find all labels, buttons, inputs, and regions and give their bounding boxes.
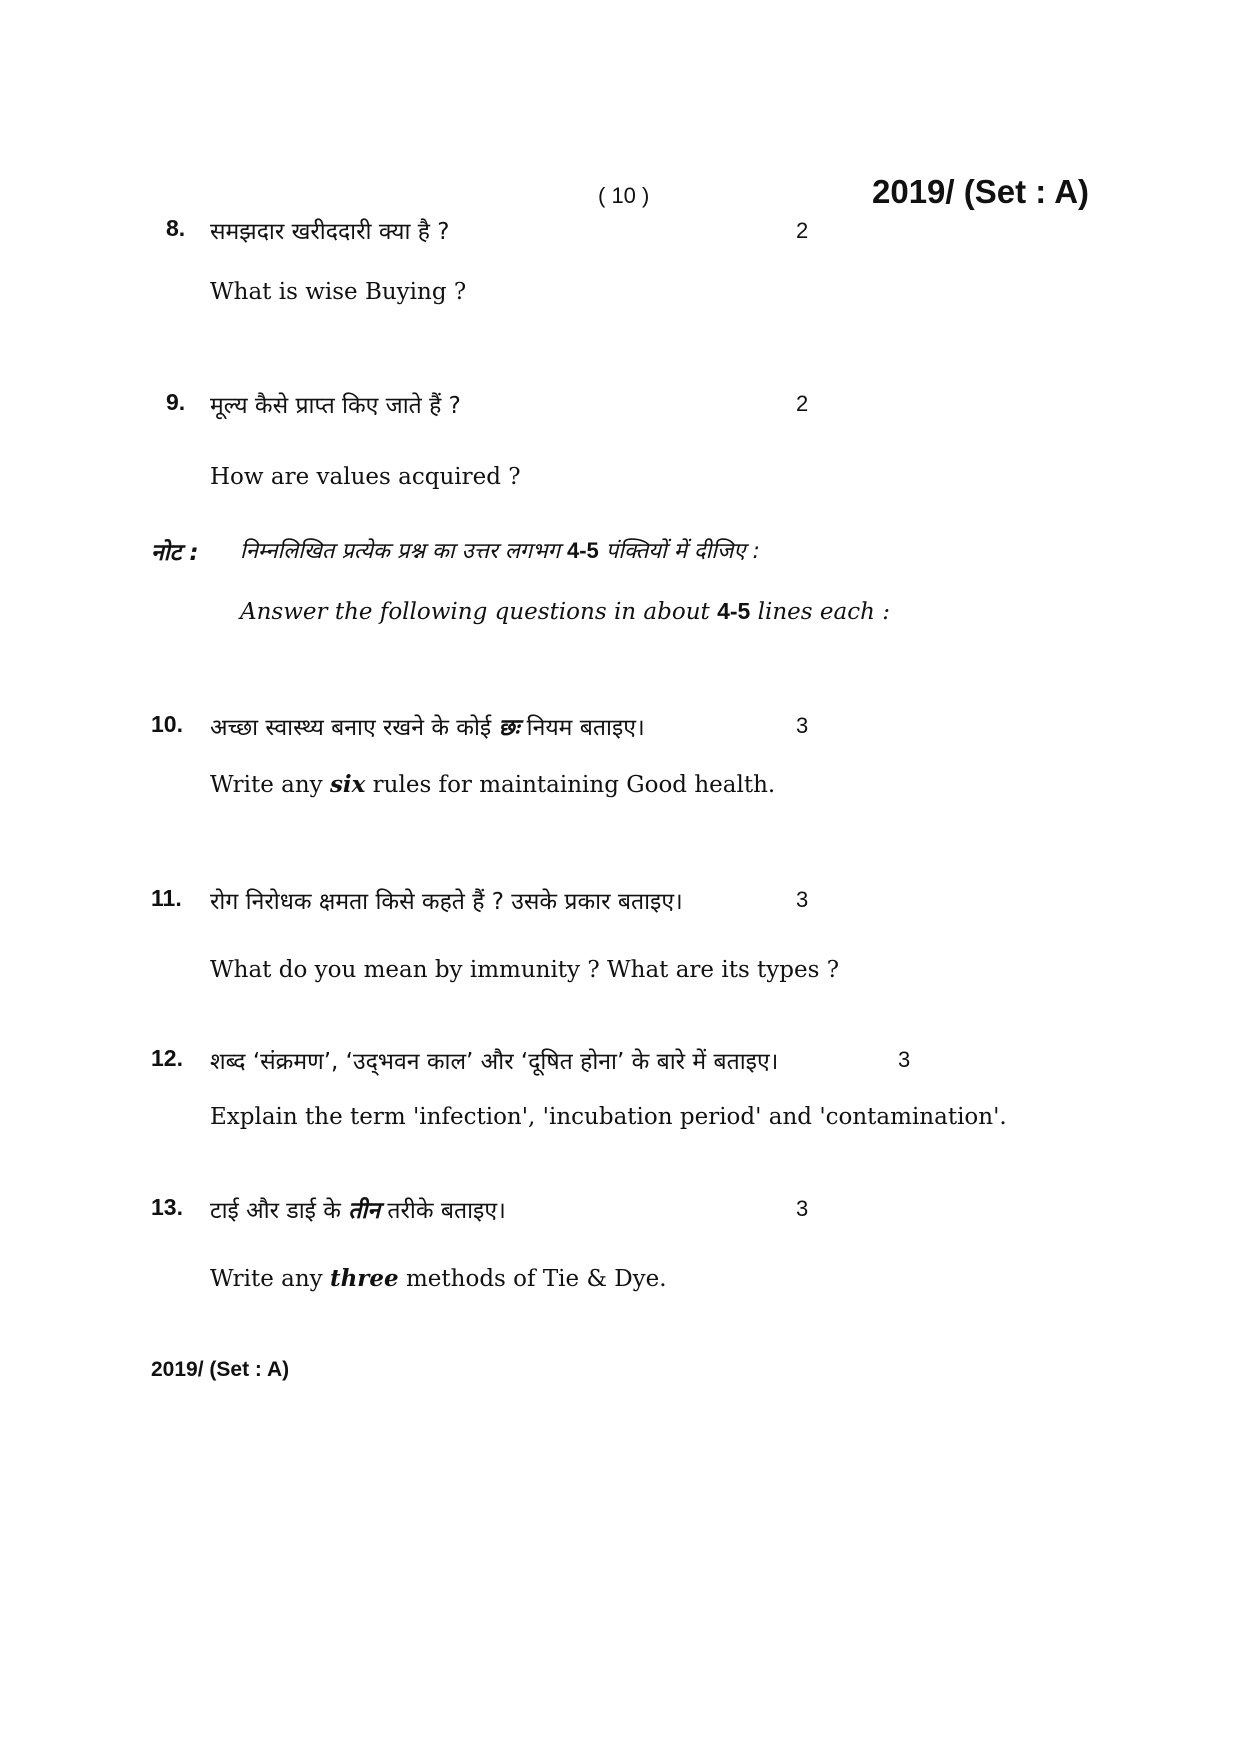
question-11-hindi: रोग निरोधक क्षमता किसे कहते हैं ? उसके प्रकार बताइए। (210, 889, 683, 915)
question-8-english: What is wise Buying ? (210, 279, 467, 305)
question-10-hindi: अच्छा स्वास्थ्य बनाए रखने के कोई छः नियम बताइए। (210, 715, 645, 741)
question-13-english: Write any three methods of Tie & Dye. (210, 1265, 667, 1292)
set-label-footer: 2019/ (Set : A) (151, 1358, 290, 1381)
question-10-number: 10. (151, 711, 183, 737)
question-10-marks: 3 (796, 713, 809, 738)
question-9-marks: 2 (796, 391, 809, 416)
question-8-hindi: समझदार खरीददारी क्या है ? (210, 219, 450, 245)
question-10-english: Write any six rules for maintaining Good health. (210, 771, 776, 798)
page-number: ( 10 ) (598, 183, 650, 208)
note-label: नोट : (151, 540, 199, 566)
set-label-header: 2019/ (Set : A) (872, 173, 1090, 210)
note-hindi: निम्नलिखित प्रत्येक प्रश्न का उत्तर लगभग 4-5 पंक्तियों में दीजिए : (240, 538, 760, 564)
note-english: Answer the following questions in about 4-5 lines each : (240, 598, 890, 625)
question-13-marks: 3 (796, 1196, 809, 1221)
question-9-number: 9. (166, 389, 186, 415)
question-11-number: 11. (151, 885, 182, 911)
question-12-marks: 3 (898, 1047, 911, 1072)
question-12-english: Explain the term 'infection', 'incubation period' and 'contamination'. (210, 1104, 1007, 1130)
question-11-marks: 3 (796, 887, 809, 912)
question-13-hindi: टाई और डाई के तीन तरीके बताइए। (210, 1198, 506, 1224)
question-8-marks: 2 (796, 218, 809, 243)
question-13-number: 13. (151, 1194, 183, 1220)
question-11-english: What do you mean by immunity ? What are its types ? (210, 957, 840, 983)
question-9-english: How are values acquired ? (210, 464, 521, 490)
question-12-hindi: शब्द ‘संक्रमण’, ‘उद्‌भवन काल’ और ‘दूषित होना’ के बारे में बताइए। (210, 1049, 779, 1075)
question-12-number: 12. (151, 1045, 183, 1071)
question-9-hindi: मूल्य कैसे प्राप्त किए जाते हैं ? (210, 393, 461, 419)
question-8-number: 8. (166, 215, 186, 241)
